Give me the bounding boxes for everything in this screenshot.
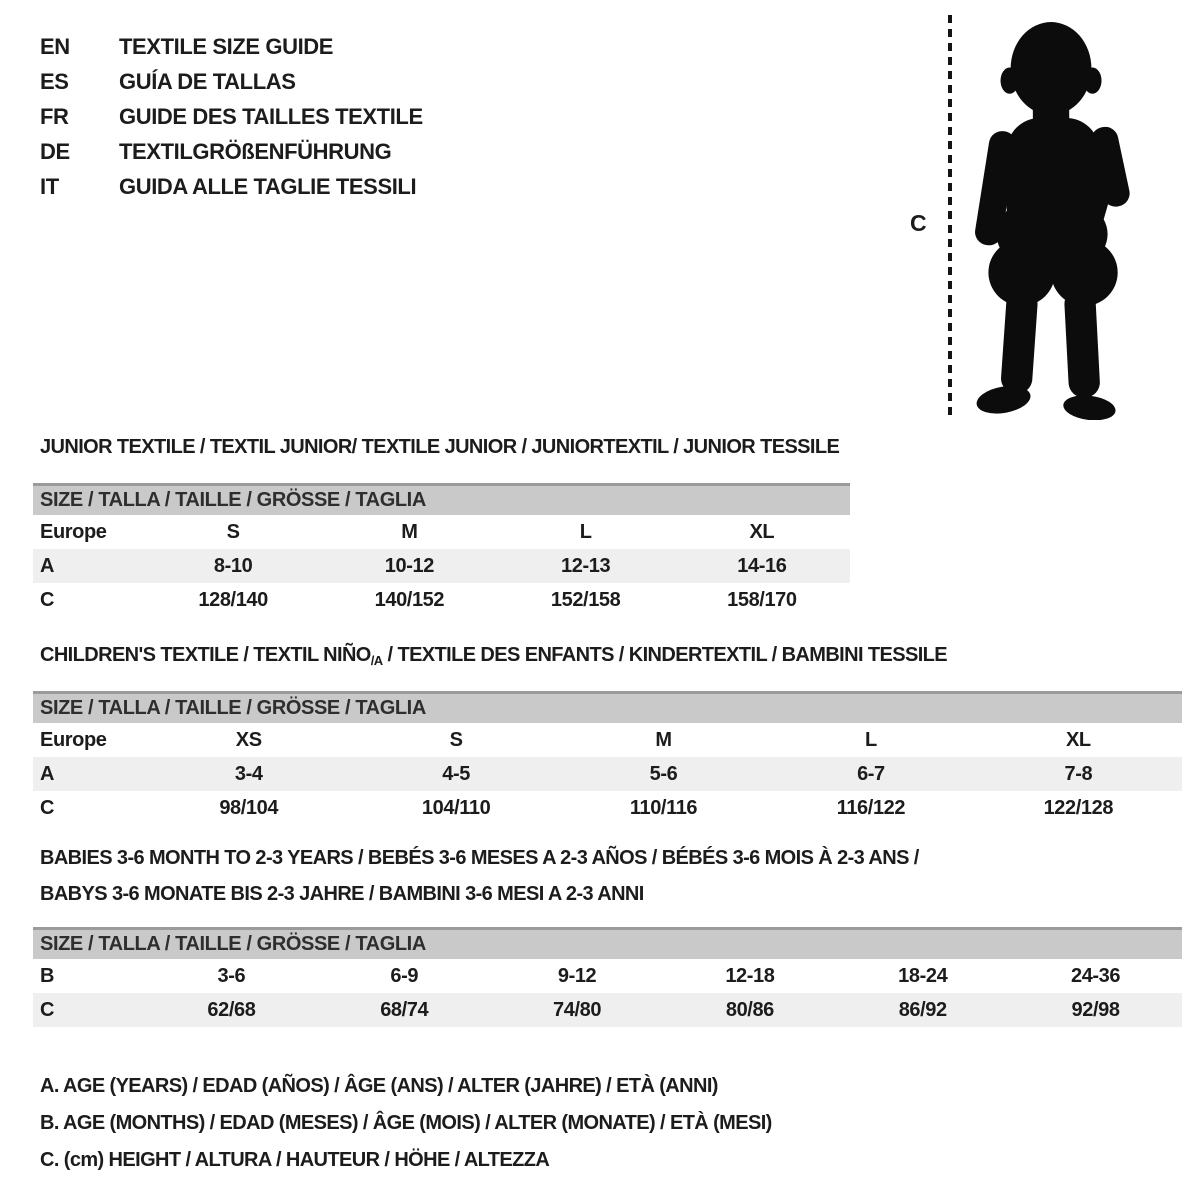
height-cell: 152/158 xyxy=(550,588,621,611)
table-row-age-months xyxy=(33,959,1182,993)
language-row-fr xyxy=(40,104,423,129)
height-cell: 86/92 xyxy=(898,998,947,1021)
language-title: TEXTILE SIZE GUIDE xyxy=(119,34,334,59)
toddler-head xyxy=(1011,22,1092,115)
height-measure-dashed-line xyxy=(946,15,954,419)
size-cell: S xyxy=(449,728,463,751)
height-cell: 110/116 xyxy=(629,796,698,819)
age-cell: 5-6 xyxy=(649,762,678,785)
row-label: Europe xyxy=(40,728,107,751)
size-cell: S xyxy=(226,520,240,543)
size-header-bar: SIZE / TALLA / TAILLE / GRÖSSE / TAGLIA xyxy=(33,691,1182,723)
height-cell: 92/98 xyxy=(1071,998,1120,1021)
height-cell: 158/170 xyxy=(727,588,797,611)
children-heading-subscript: /A xyxy=(370,653,383,668)
size-cell: M xyxy=(401,520,418,543)
language-row-it xyxy=(40,174,423,199)
age-cell: 3-4 xyxy=(234,762,263,785)
age-cell: 8-10 xyxy=(213,554,253,577)
age-cell: 18-24 xyxy=(898,964,948,987)
age-cell: 7-8 xyxy=(1064,762,1093,785)
junior-size-table xyxy=(33,483,850,617)
height-cell: 128/140 xyxy=(198,588,268,611)
babies-size-table xyxy=(33,927,1182,1027)
age-cell: 6-9 xyxy=(390,964,419,987)
babies-section-heading-line2: BABYS 3-6 MONATE BIS 2-3 JAHRE / BAMBINI 3-6 MESI A 2-3 ANNI xyxy=(40,883,644,905)
junior-section-heading: JUNIOR TEXTILE / TEXTIL JUNIOR/ TEXTILE JUNIOR / JUNIORTEXTIL / JUNIOR TESSILE xyxy=(40,436,840,458)
age-cell: 12-13 xyxy=(561,554,611,577)
size-cell: XS xyxy=(235,728,262,751)
row-label: B xyxy=(40,964,55,987)
size-header-bar: SIZE / TALLA / TAILLE / GRÖSSE / TAGLIA xyxy=(33,483,850,515)
size-cell: XL xyxy=(749,520,775,543)
height-cell: 62/68 xyxy=(207,998,256,1021)
row-label: C xyxy=(40,796,55,819)
row-label: A xyxy=(40,762,55,785)
language-code: DE xyxy=(40,139,70,164)
language-row-en xyxy=(40,34,423,59)
age-cell: 6-7 xyxy=(857,762,885,785)
height-cell: 98/104 xyxy=(219,796,279,819)
children-size-table xyxy=(33,691,1182,825)
language-list xyxy=(40,34,423,209)
size-cell: L xyxy=(865,728,877,751)
language-title: GUIDA ALLE TAGLIE TESSILI xyxy=(119,174,417,199)
height-measure-label: C xyxy=(910,210,927,236)
row-label: A xyxy=(40,554,55,577)
age-cell: 3-6 xyxy=(217,964,246,987)
age-cell: 12-18 xyxy=(725,964,775,987)
legend-line-b: B. AGE (MONTHS) / EDAD (MESES) / ÂGE (MOIS) / ALTER (MONATE) / ETÀ (MESI) xyxy=(40,1112,772,1134)
row-label: Europe xyxy=(40,520,107,543)
size-cell: L xyxy=(579,520,592,543)
children-heading-suffix: / TEXTILE DES ENFANTS / KINDERTEXTIL / BAMBINI TESSILE xyxy=(382,644,948,666)
height-cell: 116/122 xyxy=(836,796,906,819)
size-cell: M xyxy=(655,728,672,751)
height-cell: 80/86 xyxy=(725,998,774,1021)
legend-line-a: A. AGE (YEARS) / EDAD (AÑOS) / ÂGE (ANS) / ALTER (JAHRE) / ETÀ (ANNI) xyxy=(40,1075,718,1097)
language-title: GUÍA DE TALLAS xyxy=(119,69,296,94)
language-code: EN xyxy=(40,34,70,59)
height-cell: 74/80 xyxy=(553,998,602,1021)
age-cell: 10-12 xyxy=(384,554,434,577)
age-cell: 4-5 xyxy=(442,762,470,785)
height-cell: 122/128 xyxy=(1043,796,1114,819)
table-row-europe xyxy=(33,723,1182,757)
table-row-age xyxy=(33,757,1182,791)
children-heading-prefix: CHILDREN'S TEXTILE / TEXTIL NIÑO xyxy=(40,644,371,666)
babies-section-heading-line1: BABIES 3-6 MONTH TO 2-3 YEARS / BEBÉS 3-6 MESES A 2-3 AÑOS / BÉBÉS 3-6 MOIS À 2-3 ANS / xyxy=(40,847,919,869)
language-title: GUIDE DES TAILLES TEXTILE xyxy=(119,104,423,129)
size-cell: XL xyxy=(1065,728,1091,751)
height-cell: 140/152 xyxy=(374,588,445,611)
age-cell: 9-12 xyxy=(557,964,597,987)
height-cell: 68/74 xyxy=(380,998,429,1021)
legend-line-c: C. (cm) HEIGHT / ALTURA / HAUTEUR / HÖHE / ALTEZZA xyxy=(40,1149,550,1171)
height-cell: 104/110 xyxy=(421,796,491,819)
toddler-silhouette xyxy=(958,16,1138,420)
table-row-height xyxy=(33,993,1182,1027)
language-code: FR xyxy=(40,104,69,129)
language-code: IT xyxy=(40,174,59,199)
table-row-age xyxy=(33,549,850,583)
age-cell: 14-16 xyxy=(737,554,787,577)
language-code: ES xyxy=(40,69,69,94)
size-header-bar: SIZE / TALLA / TAILLE / GRÖSSE / TAGLIA xyxy=(33,927,1182,959)
age-cell: 24-36 xyxy=(1070,964,1121,987)
table-row-height xyxy=(33,583,850,617)
legend xyxy=(40,1068,772,1179)
table-row-height xyxy=(33,791,1182,825)
table-row-europe xyxy=(33,515,850,549)
language-row-de xyxy=(40,139,423,164)
language-row-es xyxy=(40,69,423,94)
row-label: C xyxy=(40,588,55,611)
children-section-heading xyxy=(40,644,947,667)
row-label: C xyxy=(40,998,55,1021)
language-title: TEXTILGRÖßENFÜHRUNG xyxy=(119,139,392,164)
